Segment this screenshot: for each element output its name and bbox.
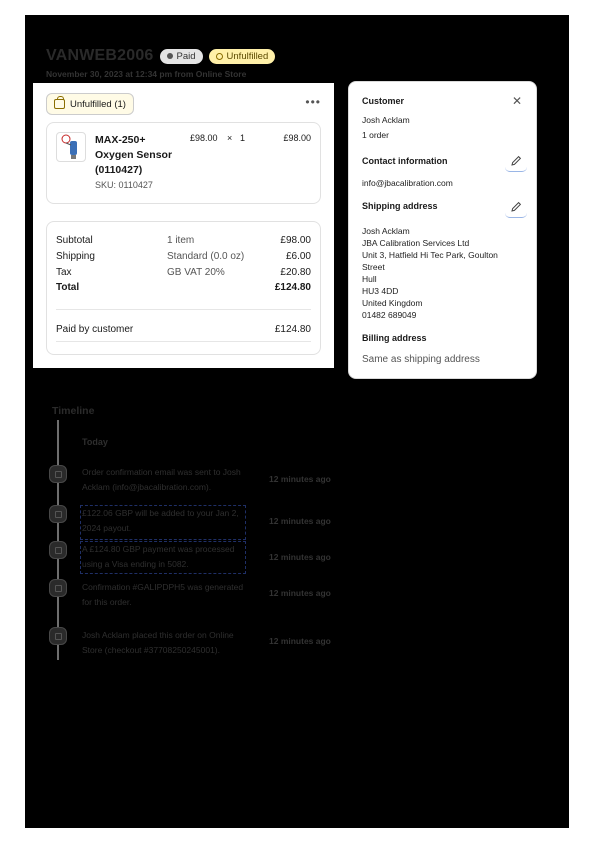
timeline-event-text: £122.06 GBP will be added to your Jan 2, 2024 payout. <box>82 508 239 533</box>
pencil-icon <box>511 155 522 166</box>
timeline-event-icon <box>49 579 67 597</box>
item-line-total: £98.00 <box>283 133 311 143</box>
edit-contact-button[interactable] <box>505 150 527 172</box>
address-line: United Kingdom <box>362 298 423 308</box>
customer-heading: Customer <box>362 96 405 106</box>
summary-label: Tax <box>56 267 72 278</box>
pencil-icon <box>511 201 522 212</box>
customer-name[interactable]: Josh Acklam <box>362 115 410 125</box>
line-item <box>46 122 321 204</box>
multiply-sign: × <box>227 133 233 143</box>
payment-summary <box>46 221 321 355</box>
summary-amount: £124.80 <box>274 282 311 293</box>
summary-row-total <box>56 282 311 297</box>
summary-amount: £98.00 <box>280 235 311 246</box>
address-line: Josh Acklam <box>362 226 410 236</box>
summary-row-shipping <box>56 251 311 266</box>
timeline-group-label: Today <box>82 437 108 447</box>
timeline-event-icon <box>49 627 67 645</box>
product-sku: SKU: 0110427 <box>95 180 153 190</box>
order-id: VANWEB2006 <box>46 47 154 64</box>
close-icon[interactable]: ✕ <box>511 94 522 108</box>
billing-heading: Billing address <box>362 333 427 343</box>
summary-label: Total <box>56 282 80 293</box>
product-name[interactable]: MAX-250+ Oxygen Sensor (0110427) <box>95 134 173 176</box>
paid-badge <box>160 49 203 64</box>
timeline-event-text: Order confirmation email was sent to Josh Acklam (info@jbacalibration.com). <box>82 467 241 492</box>
timeline-event-time: 12 minutes ago <box>269 636 331 646</box>
paid-dot-icon <box>167 53 173 59</box>
edit-shipping-button[interactable] <box>505 196 527 218</box>
order-header <box>46 47 275 65</box>
unfulfilled-badge <box>209 49 276 64</box>
billing-address: Same as shipping address <box>362 354 480 365</box>
summary-detail: Standard (0.0 oz) <box>167 251 245 262</box>
timeline-event-icon <box>49 541 67 559</box>
fulfillment-status-label: Unfulfilled (1) <box>70 98 126 110</box>
summary-amount: £20.80 <box>280 267 311 278</box>
order-subtitle: November 30, 2023 at 12:34 pm from Online Store <box>46 69 247 79</box>
timeline-title: Timeline <box>52 405 95 417</box>
shipping-heading: Shipping address <box>362 201 438 211</box>
summary-detail: 1 item <box>167 235 195 246</box>
address-line: HU3 4DD <box>362 286 399 296</box>
timeline-line <box>57 420 59 660</box>
summary-label: Shipping <box>56 251 95 262</box>
shipping-address <box>362 225 498 321</box>
address-line: Street <box>362 262 385 272</box>
summary-row-subtotal <box>56 235 311 250</box>
paid-badge-label: Paid <box>176 50 196 62</box>
fulfillment-status-pill <box>46 93 134 115</box>
paid-by-customer-amount: £124.80 <box>274 324 311 335</box>
item-unit-price: £98.00 <box>190 133 218 143</box>
more-actions-icon[interactable]: ••• <box>305 95 321 109</box>
address-line: 01482 689049 <box>362 310 417 320</box>
unfulfilled-badge-label: Unfulfilled <box>226 50 269 62</box>
summary-row-tax <box>56 267 311 282</box>
timeline-event-text: A £124.80 GBP payment was processed using a Visa ending in 5082. <box>82 544 235 569</box>
timeline-event-icon <box>49 465 67 483</box>
summary-detail: GB VAT 20% <box>167 267 225 278</box>
contact-heading: Contact information <box>362 156 448 166</box>
divider <box>56 309 311 310</box>
timeline-event-text: Confirmation #GALIPDPH5 was generated for this order. <box>82 582 244 607</box>
customer-email[interactable]: info@jbacalibration.com <box>362 178 453 188</box>
unfulfilled-ring-icon <box>216 53 223 60</box>
item-quantity: 1 <box>240 133 246 143</box>
timeline-event-time: 12 minutes ago <box>269 474 331 484</box>
address-line: Unit 3, Hatfield Hi Tec Park, Goulton <box>362 250 498 260</box>
customer-order-count[interactable]: 1 order <box>362 130 389 140</box>
summary-label: Subtotal <box>56 235 93 246</box>
timeline-event-time: 12 minutes ago <box>269 552 331 562</box>
product-thumbnail[interactable] <box>56 132 86 162</box>
timeline-event-icon <box>49 505 67 523</box>
timeline-event-text: Josh Acklam placed this order on Online Store (checkout #37708250245001). <box>82 630 234 655</box>
divider <box>56 341 311 342</box>
customer-card <box>348 81 537 379</box>
package-icon <box>54 99 65 109</box>
timeline-event-time: 12 minutes ago <box>269 588 331 598</box>
summary-amount: £6.00 <box>285 251 311 262</box>
address-line: Hull <box>362 274 377 284</box>
timeline-event-time: 12 minutes ago <box>269 516 331 526</box>
summary-row-paid <box>56 324 311 339</box>
paid-by-customer-label: Paid by customer <box>56 324 134 335</box>
fulfillment-card <box>33 83 334 368</box>
address-line: JBA Calibration Services Ltd <box>362 238 470 248</box>
